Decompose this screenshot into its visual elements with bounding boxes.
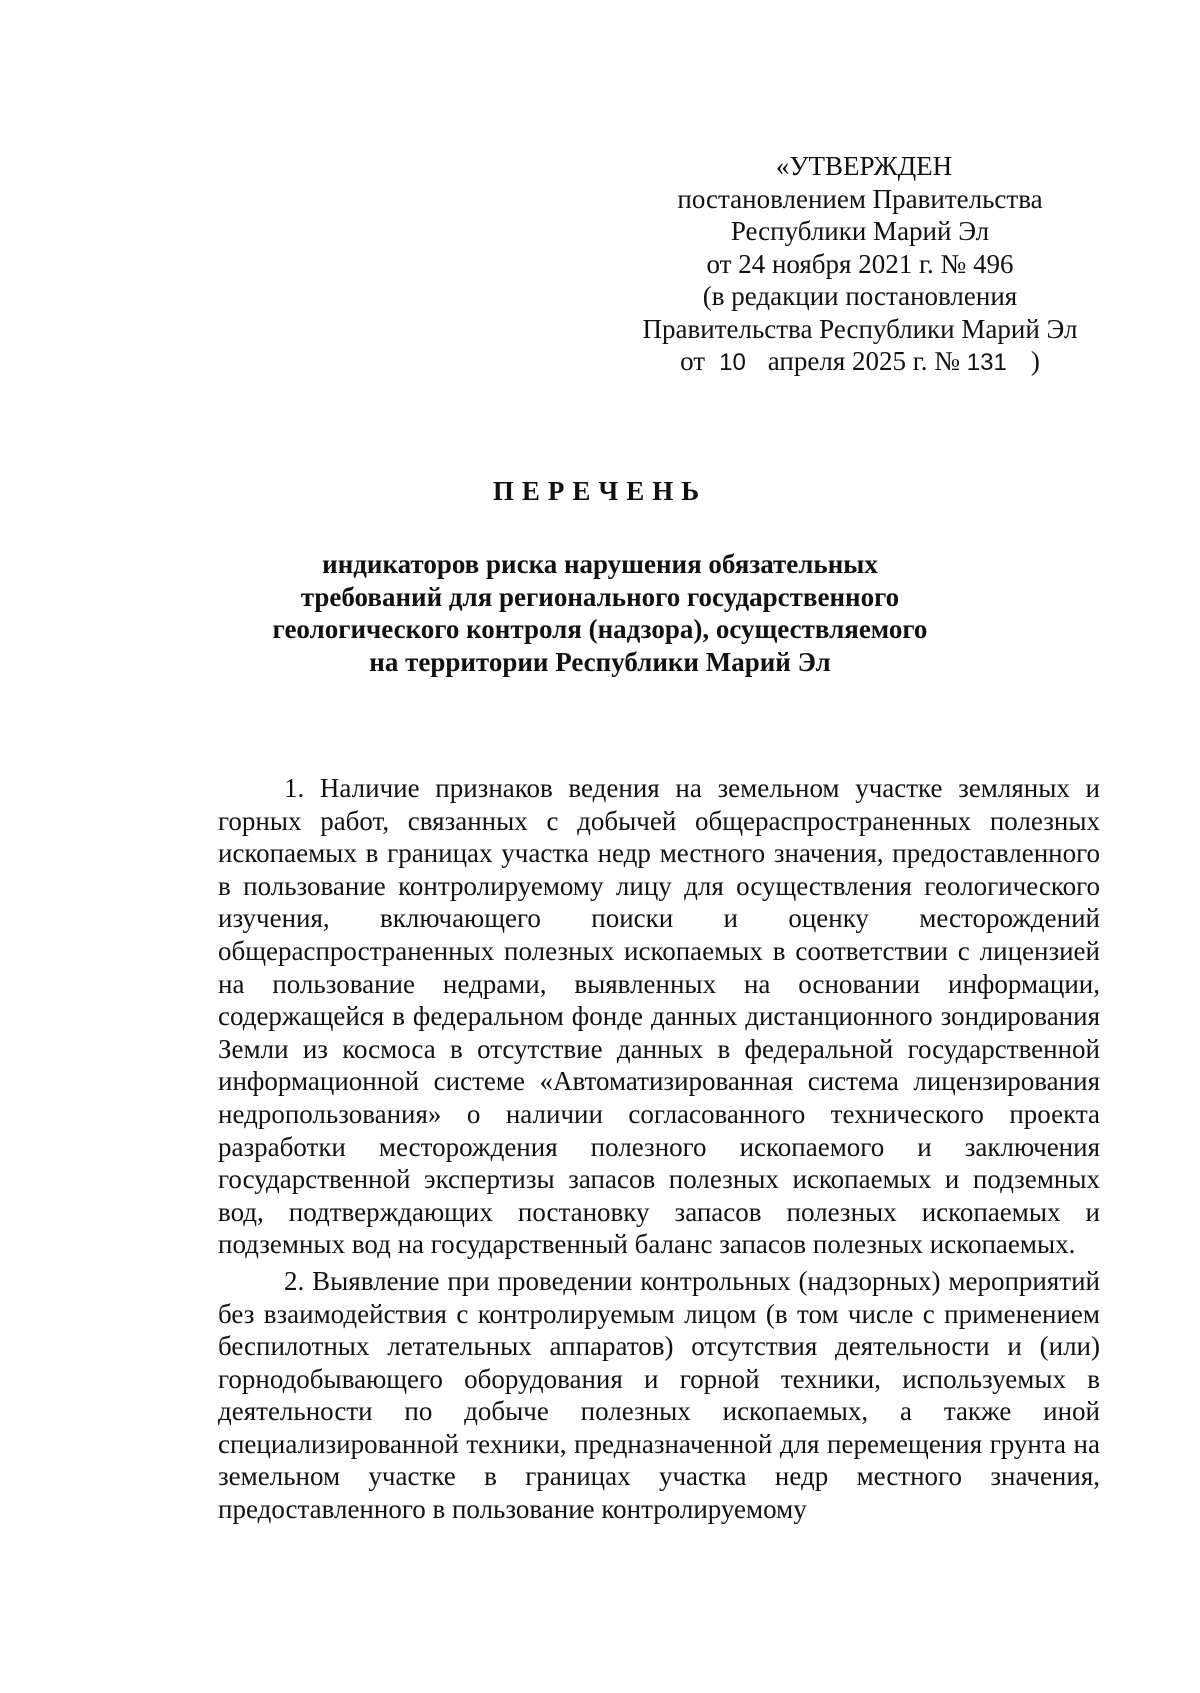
subtitle-line: требований для регионального государственного bbox=[300, 581, 900, 612]
approval-line: (в редакции постановления bbox=[702, 281, 1018, 311]
subtitle-line: геологического контроля (надзора), осуществляемого bbox=[272, 614, 928, 644]
amendment-suffix: ) bbox=[1030, 346, 1040, 376]
approval-line: Правительства Республики Марий Эл bbox=[642, 313, 1078, 344]
amendment-day: 10 bbox=[719, 349, 746, 376]
approval-date-line: от 24 ноября 2021 г. № 496 bbox=[706, 248, 1014, 279]
approval-line: постановлением Правительства bbox=[677, 183, 1043, 214]
subtitle-line: индикаторов риска нарушения обязательных bbox=[322, 549, 878, 579]
document-body bbox=[218, 772, 1100, 1526]
amendment-month-year: апреля 2025 г. № bbox=[767, 346, 961, 376]
approval-line: Республики Марий Эл bbox=[730, 216, 990, 246]
subtitle-line: на территории Республики Марий Эл bbox=[369, 646, 831, 677]
document-subtitle bbox=[250, 548, 950, 678]
amendment-prefix: от bbox=[680, 346, 706, 376]
document-title: ПЕРЕЧЕНЬ bbox=[492, 476, 708, 506]
approval-heading: «УТВЕРЖДЕН bbox=[775, 151, 953, 181]
approval-block bbox=[620, 150, 1100, 380]
amendment-date-line bbox=[620, 345, 1100, 380]
amendment-number: 131 bbox=[966, 349, 1007, 376]
paragraph-2: 2. Выявление при проведении контрольных (надзорных) мероприятий без взаимодействия с контролируемым лицом (в том числе с применением беспилотных летательных аппаратов) отсутствия деятельности и (или) горнодобывающего оборудования и горной техники, используемых в деятельности по добыче полезных ископаемых, а также иной специализированной техники, предназначенной для перемещения грунта на земельном участке в границах участка недр местного значения, предоставленного в пользование контролируемому bbox=[218, 1265, 1100, 1525]
paragraph-1: 1. Наличие признаков ведения на земельном участке земляных и горных работ, связанных с добычей общераспространенных полезных ископаемых в границах участка недр местного значения, предоставленного в пользование контролируемому лицу для осуществления геологического изучения, включающего поиски и оценку месторождений общераспространенных полезных ископаемых в соответствии с лицензией на пользование недрами, выявленных на основании информации, содержащейся в федеральном фонде данных дистанционного зондирования Земли из космоса в отсутствие данных в федеральной государственной информационной системе «Автоматизированная система лицензирования недропользования» о наличии согласованного технического проекта разработки месторождения полезного ископаемого и заключения государственной экспертизы запасов полезных ископаемых и подземных вод, подтверждающих постановку запасов полезных ископаемых и подземных вод на государственный баланс запасов полезных ископаемых. bbox=[218, 773, 1100, 1260]
